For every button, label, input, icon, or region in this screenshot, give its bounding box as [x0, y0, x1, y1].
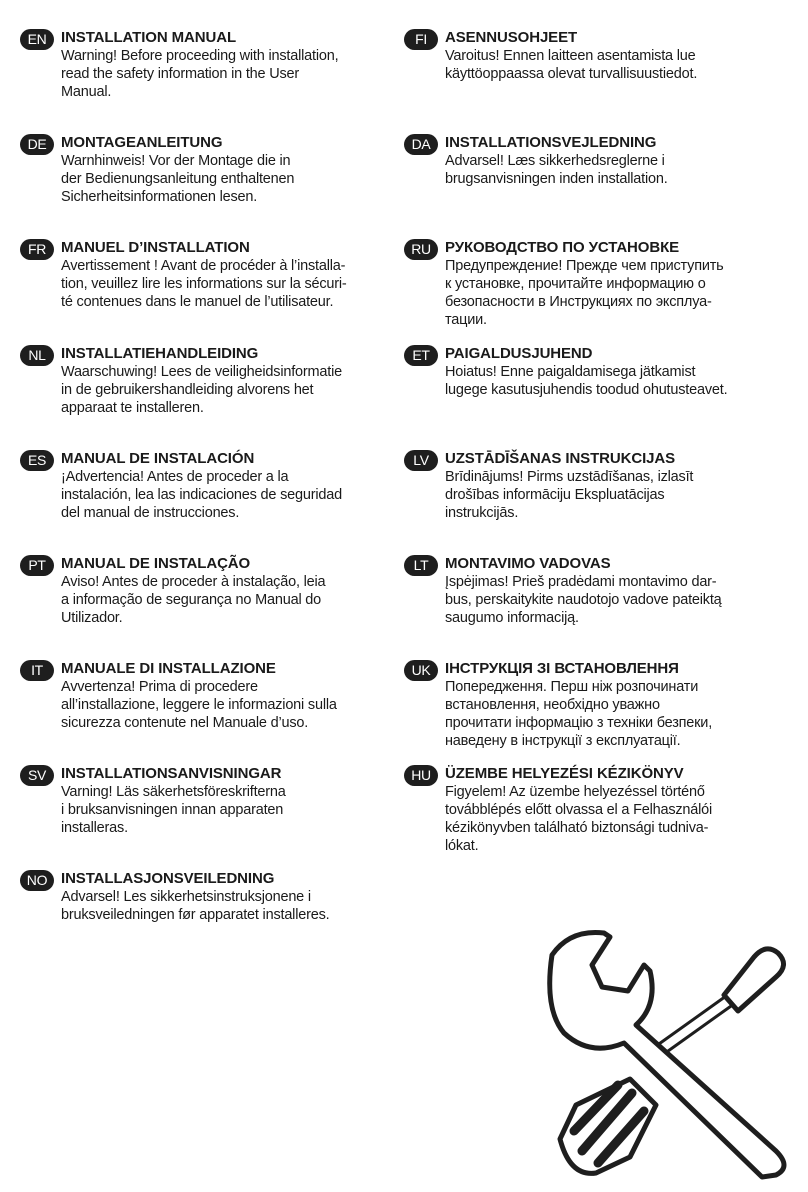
warning-line: Įspėjimas! Prieš pradėdami montavimo dar-: [445, 574, 717, 590]
warning-line: all’installazione, leggere le informazioni sulla: [61, 697, 337, 713]
warning-text: [445, 363, 775, 399]
warning-line: read the safety information in the User: [61, 66, 300, 82]
warning-line: прочитати інформацію з техніки безпеки,: [445, 715, 713, 731]
warning-text: [61, 783, 391, 837]
section-title: MANUALE DI INSTALLAZIONE: [61, 660, 276, 677]
warning-text: [61, 468, 391, 522]
language-badge: HU: [404, 765, 438, 786]
warning-line: Sicherheitsinformationen lesen.: [61, 189, 258, 205]
warning-line: Varoitus! Ennen laitteen asentamista lue: [445, 48, 696, 64]
section-title: INSTALLATIEHANDLEIDING: [61, 345, 259, 362]
warning-line: Advarsel! Læs sikkerhedsreglerne i: [445, 153, 665, 169]
warning-line: bus, perskaitykite naudotojo vadove pateiktą: [445, 592, 722, 608]
warning-line: sicurezza contenute nel Manuale d’uso.: [61, 715, 309, 731]
warning-line: Hoiatus! Enne paigaldamisega jätkamist: [445, 364, 696, 380]
section-title: MONTAVIMO VADOVAS: [445, 555, 611, 572]
section-title: MANUAL DE INSTALACIÓN: [61, 450, 255, 467]
warning-line: Avertissement ! Avant de procéder à l’installa-: [61, 258, 346, 274]
warning-line: Попередження. Перш ніж розпочинати: [445, 679, 699, 695]
warning-line: безопасности в Инструкциях по эксплуа-: [445, 294, 712, 310]
language-badge: RU: [404, 239, 438, 260]
warning-line: встановлення, необхідно уважно: [445, 697, 660, 713]
warning-line: installeras.: [61, 820, 128, 836]
warning-text: [61, 888, 391, 924]
warning-line: ¡Advertencia! Antes de proceder a la: [61, 469, 289, 485]
warning-line: i bruksanvisningen innan apparaten: [61, 802, 284, 818]
warning-line: té contenues dans le manuel de l’utilisateur.: [61, 294, 334, 310]
language-badge: NL: [20, 345, 54, 366]
warning-line: Waarschuwing! Lees de veiligheidsinformatie: [61, 364, 343, 380]
warning-text: [445, 468, 775, 522]
warning-line: Figyelem! Az üzembe helyezéssel történő: [445, 784, 705, 800]
warning-line: brugsanvisningen inden installation.: [445, 171, 668, 187]
warning-line: наведену в інструкції з експлуатації.: [445, 733, 681, 749]
section-title: UZSTĀDĪŠANAS INSTRUKCIJAS: [445, 450, 676, 467]
warning-line: kézikönyvben található biztonsági tudniva-: [445, 820, 709, 836]
warning-line: saugumo informaciją.: [445, 610, 579, 626]
warning-line: der Bedienungsanleitung enthaltenen: [61, 171, 295, 187]
language-badge: DA: [404, 134, 438, 155]
warning-line: Avvertenza! Prima di procedere: [61, 679, 258, 695]
warning-line: käyttöoppaassa olevat turvallisuustiedot.: [445, 66, 698, 82]
language-badge: ES: [20, 450, 54, 471]
warning-text: [445, 257, 775, 329]
section-title: INSTALLATIONSVEJLEDNING: [445, 134, 657, 151]
section-title: ÜZEMBE HELYEZÉSI KÉZIKÖNYV: [445, 765, 684, 782]
language-badge: NO: [20, 870, 54, 891]
warning-line: instalación, lea las indicaciones de seguridad: [61, 487, 342, 503]
wrench-screwdriver-icon: [540, 925, 800, 1180]
warning-line: тации.: [445, 312, 487, 328]
section-title: PAIGALDUSJUHEND: [445, 345, 593, 362]
warning-line: Manual.: [61, 84, 112, 100]
language-badge: IT: [20, 660, 54, 681]
warning-line: apparaat te installeren.: [61, 400, 204, 416]
language-badge: DE: [20, 134, 54, 155]
warning-line: Utilizador.: [61, 610, 123, 626]
warning-line: továbblépés előtt olvassa el a Felhasználói: [445, 802, 713, 818]
warning-line: bruksveiledningen før apparatet installeres.: [61, 907, 330, 923]
warning-line: del manual de instrucciones.: [61, 505, 240, 521]
warning-text: [445, 573, 775, 627]
section-title: ASENNUSOHJEET: [445, 29, 578, 46]
warning-line: lugege kasutusjuhendis toodud ohutusteavet.: [445, 382, 728, 398]
warning-line: instrukcijās.: [445, 505, 519, 521]
warning-text: [61, 152, 391, 206]
warning-line: Warning! Before proceeding with installation,: [61, 48, 339, 64]
section-title: РУКОВОДСТВО ПО УСТАНОВКЕ: [445, 239, 680, 256]
warning-line: tion, veuillez lire les informations sur la sécuri-: [61, 276, 347, 292]
language-badge: LT: [404, 555, 438, 576]
language-badge: UK: [404, 660, 438, 681]
section-title: ІНСТРУКЦІЯ ЗІ ВСТАНОВЛЕННЯ: [445, 660, 679, 677]
language-badge: EN: [20, 29, 54, 50]
warning-text: [445, 678, 775, 750]
language-badge: ET: [404, 345, 438, 366]
warning-line: Advarsel! Les sikkerhetsinstruksjonene i: [61, 889, 311, 905]
language-badge: PT: [20, 555, 54, 576]
warning-text: [61, 678, 391, 732]
warning-line: Warnhinweis! Vor der Montage die in: [61, 153, 291, 169]
section-title: MONTAGEANLEITUNG: [61, 134, 223, 151]
section-title: INSTALLATION MANUAL: [61, 29, 237, 46]
warning-text: [61, 47, 391, 101]
warning-line: Aviso! Antes de proceder à instalação, leia: [61, 574, 326, 590]
section-title: MANUAL DE INSTALAÇÃO: [61, 555, 251, 572]
warning-line: in de gebruikershandleiding alvorens het: [61, 382, 314, 398]
language-badge: LV: [404, 450, 438, 471]
warning-text: [445, 152, 775, 188]
warning-text: [61, 573, 391, 627]
warning-line: Предупреждение! Прежде чем приступить: [445, 258, 724, 274]
warning-line: drošības informāciju Ekspluatācijas: [445, 487, 665, 503]
warning-text: [445, 47, 775, 83]
warning-line: Brīdinājums! Pirms uzstādīšanas, izlasīt: [445, 469, 694, 485]
warning-text: [445, 783, 775, 855]
section-title: MANUEL D’INSTALLATION: [61, 239, 250, 256]
warning-line: к установке, прочитайте информацию о: [445, 276, 706, 292]
warning-text: [61, 363, 391, 417]
warning-text: [61, 257, 391, 311]
warning-line: a informação de segurança no Manual do: [61, 592, 322, 608]
warning-line: lókat.: [445, 838, 479, 854]
language-badge: SV: [20, 765, 54, 786]
section-title: INSTALLATIONSANVISNINGAR: [61, 765, 282, 782]
language-badge: FR: [20, 239, 54, 260]
language-badge: FI: [404, 29, 438, 50]
section-title: INSTALLASJONSVEILEDNING: [61, 870, 275, 887]
warning-line: Varning! Läs säkerhetsföreskrifterna: [61, 784, 286, 800]
